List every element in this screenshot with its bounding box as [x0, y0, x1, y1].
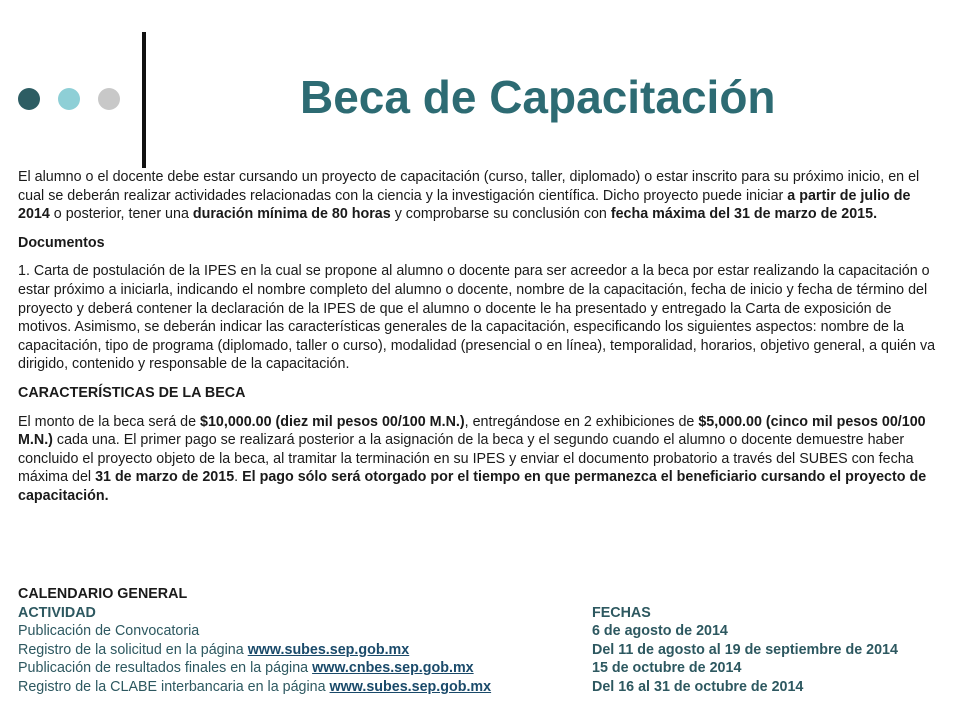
activity-cell [18, 641, 592, 660]
calendario-row [18, 641, 948, 660]
car-text-4: . [234, 469, 243, 486]
activity-text: Publicación de Convocatoria [18, 623, 200, 640]
calendario-row [18, 678, 948, 697]
activity-date: Del 11 de agosto al 19 de septiembre de 2014 [592, 641, 898, 658]
activity-cell [18, 659, 592, 678]
car-text-3: cada una. El primer pago se realizará posterior a la asignación de la beca y el segundo cuando el alumno o docente demuestre haber concluido el proyecto objeto de la beca, al tramitar la terminación en su IPES y enviar el documento probatorio a través del SUBES con fecha máxima del [18, 432, 914, 486]
decor-dot-gray [98, 88, 120, 110]
documentos-heading: Documentos [18, 234, 105, 251]
activity-text: Publicación de resultados finales en la página [18, 660, 313, 677]
intro-paragraph [18, 168, 940, 224]
car-bold-2: $5,000.00 (cinco mil pesos 00/100 M.N.) [18, 413, 926, 449]
activity-date: 15 de octubre de 2014 [592, 660, 742, 677]
caracteristicas-heading: CARACTERÍSTICAS DE LA BECA [18, 384, 246, 401]
slide-body [18, 168, 940, 506]
calendario-heading: CALENDARIO GENERAL [18, 586, 188, 602]
intro-text-1: El alumno o el docente debe estar cursando un proyecto de capacitación (curso, taller, diplomado) o estar inscrito para su próximo inicio, en el cual se deberán realizar actividades relacionadas con la ciencia y la investigación científica. Dicho proyecto puede iniciar [18, 169, 920, 204]
page-title: Beca de Capacitación [300, 71, 776, 123]
decor-dot-light-teal [58, 88, 80, 110]
decor-dot-dark [18, 88, 40, 110]
car-bold-1: $10,000.00 (diez mil pesos 00/100 M.N.) [200, 413, 465, 430]
activity-date: 6 de agosto de 2014 [592, 623, 728, 640]
intro-bold-1: a partir de julio de 2014 [18, 187, 911, 223]
caracteristicas-paragraph [18, 413, 940, 506]
intro-text-2: o posterior, tener una [49, 206, 193, 223]
car-text-2: , entregándose en 2 exhibiciones de [464, 413, 699, 430]
intro-bold-3: fecha máxima del 31 de marzo de 2015. [610, 206, 878, 223]
intro-bold-2: duración mínima de 80 horas [192, 206, 391, 223]
subes-link[interactable]: www.subes.sep.gob.mx [247, 641, 410, 658]
activity-date: Del 16 al 31 de octubre de 2014 [592, 678, 804, 695]
col-actividad-header: ACTIVIDAD [18, 604, 96, 621]
subes-link[interactable]: www.subes.sep.gob.mx [329, 678, 492, 695]
calendario-section [18, 585, 948, 697]
calendario-header-row [18, 604, 948, 623]
activity-cell [18, 678, 592, 697]
calendario-row [18, 622, 948, 641]
activity-text: Registro de la CLABE interbancaria en la página [18, 678, 330, 695]
documentos-item-1: 1. Carta de postulación de la IPES en la cual se propone al alumno o docente para ser acreedor a la beca por estar realizando la capacitación o estar próximo a iniciarla, indicando el nombre completo del alumno o docente, nombre de la capacitación, fecha de inicio y fecha de término del proyecto y deberá contener la declaración de la IPES de que el alumno o docente le ha presentado y entregado la Carta de exposición de motivos. Asimismo, se deberán indicar las características generales de la capacitación, especificando los siguientes aspectos: nombre de la capacitación, tipo de programa (diplomado, taller o curso), modalidad (presencial o en línea), temporalidad, horarios, objetivo general, a quién va dirigido, contenido y responsable de la capacitación. [18, 263, 936, 373]
calendario-row [18, 659, 948, 678]
activity-text: Registro de la solicitud en la página [18, 641, 248, 658]
car-text-1: El monto de la beca será de [18, 413, 200, 430]
title-divider [142, 32, 146, 168]
car-bold-4: El pago sólo será otorgado por el tiempo en que permanezca el beneficiario cursando el proyecto de capacitación. [18, 469, 927, 504]
col-fechas-header: FECHAS [592, 604, 651, 621]
car-bold-3: 31 de marzo de 2015 [95, 469, 235, 486]
intro-text-3: y comprobarse su conclusión con [390, 206, 611, 223]
cnbes-link[interactable]: www.cnbes.sep.gob.mx [312, 660, 474, 677]
